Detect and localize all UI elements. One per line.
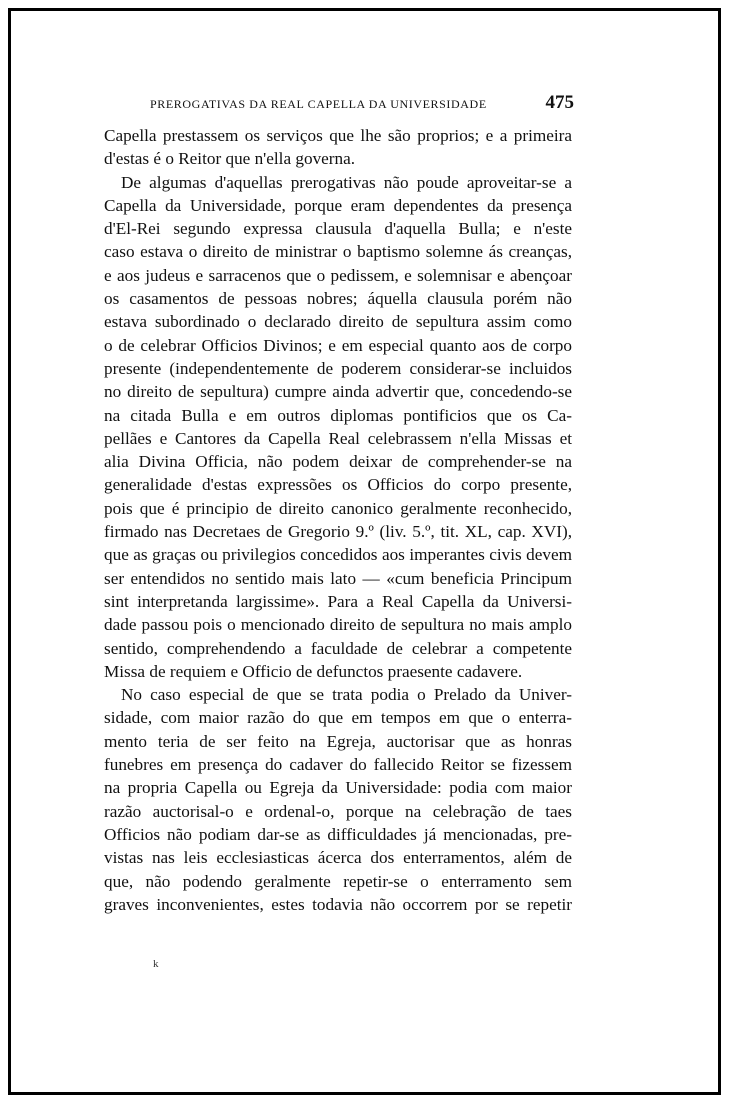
text-line: alia Divina Officia, não podem deixar de comprehender-se na bbox=[104, 452, 572, 472]
text-line: o de celebrar Officios Divinos; e em especial quanto aos de corpo bbox=[104, 335, 572, 355]
text-line: e aos judeus e sarracenos que o pedissem, e solemnisar e abençoar bbox=[104, 265, 572, 285]
text-line: estava subordinado o declarado direito de sepultura assim como bbox=[104, 312, 572, 332]
text-line: pellães e Cantores da Capella Real celebrassem n'ella Missas et bbox=[104, 428, 572, 448]
text-line: sidade, com maior razão do que em tempos em que o enterra- bbox=[104, 708, 572, 728]
text-line: Missa de requiem e Officio de defunctos praesente cadavere. bbox=[104, 661, 523, 681]
text-line: De algumas d'aquellas prerogativas não poude aproveitar-se a bbox=[121, 172, 572, 192]
text-line: no direito de sepultura) cumpre ainda advertir que, concedendo-se bbox=[104, 382, 572, 402]
text-line: na propria Capella ou Egreja da Universidade: podia com maior bbox=[104, 778, 572, 798]
text-line: ser entendidos no sentido mais lato — «cum beneficia Principum bbox=[104, 568, 572, 588]
text-line: presente (independentemente de poderem considerar-se incluidos bbox=[104, 358, 572, 378]
text-line: Capella da Universidade, porque eram dependentes da presença bbox=[104, 195, 572, 215]
text-line: dade passou pois o mencionado direito de sepultura no mais amplo bbox=[104, 615, 572, 635]
text-line: funebres em presença do cadaver do fallecido Reitor se fizessem bbox=[104, 755, 572, 775]
text-line: Officios não podiam dar-se as difficuldades já mencionadas, pre- bbox=[104, 824, 572, 844]
text-line: razão auctorisal-o e ordenal-o, porque na celebração de taes bbox=[104, 801, 572, 821]
text-line: sint interpretanda largissime». Para a Real Capella da Universi- bbox=[104, 591, 572, 611]
text-line: firmado nas Decretaes de Gregorio 9.º (liv. 5.º, tit. XL, cap. XVI), bbox=[104, 522, 572, 542]
text-line: caso estava o direito de ministrar o baptismo solemne ás creanças, bbox=[104, 242, 572, 262]
text-line: No caso especial de que se trata podia o Prelado da Univer- bbox=[121, 685, 572, 705]
text-line: generalidade d'estas expressões os Officios do corpo presente, bbox=[104, 475, 572, 495]
running-head bbox=[150, 92, 574, 114]
text-line: pois que é principio de direito canonico geralmente reconhecido, bbox=[104, 498, 572, 518]
body-text bbox=[104, 124, 572, 916]
text-line: sentido, comprehendendo a faculdade de celebrar a competente bbox=[104, 638, 572, 658]
text-line: graves inconvenientes, estes todavia não occorrem por se repetir bbox=[104, 894, 572, 914]
text-line: d'El-Rei segundo expressa clausula d'aquella Bulla; e n'este bbox=[104, 219, 572, 239]
text-line: na citada Bulla e em outros diplomas pontificios que os Ca- bbox=[104, 405, 572, 425]
text-line: que as graças ou privilegios concedidos aos imperantes civis devem bbox=[104, 545, 572, 565]
text-line: mento teria de ser feito na Egreja, auctorisar que as honras bbox=[104, 731, 572, 751]
text-line: que, não podendo geralmente repetir-se o enterramento sem bbox=[104, 871, 572, 891]
text-line: os casamentos de pessoas nobres; áquella clausula porém não bbox=[104, 289, 572, 309]
stray-mark: k bbox=[153, 958, 159, 970]
text-line: Capella prestassem os serviços que lhe são proprios; e a primeira bbox=[104, 126, 572, 145]
text-line: vistas nas leis ecclesiasticas ácerca dos enterramentos, além de bbox=[104, 848, 572, 868]
running-title: PREROGATIVAS DA REAL CAPELLA DA UNIVERSIDADE bbox=[150, 97, 487, 111]
text-line: d'estas é o Reitor que n'ella governa. bbox=[104, 149, 356, 169]
page-number: 475 bbox=[545, 92, 574, 113]
